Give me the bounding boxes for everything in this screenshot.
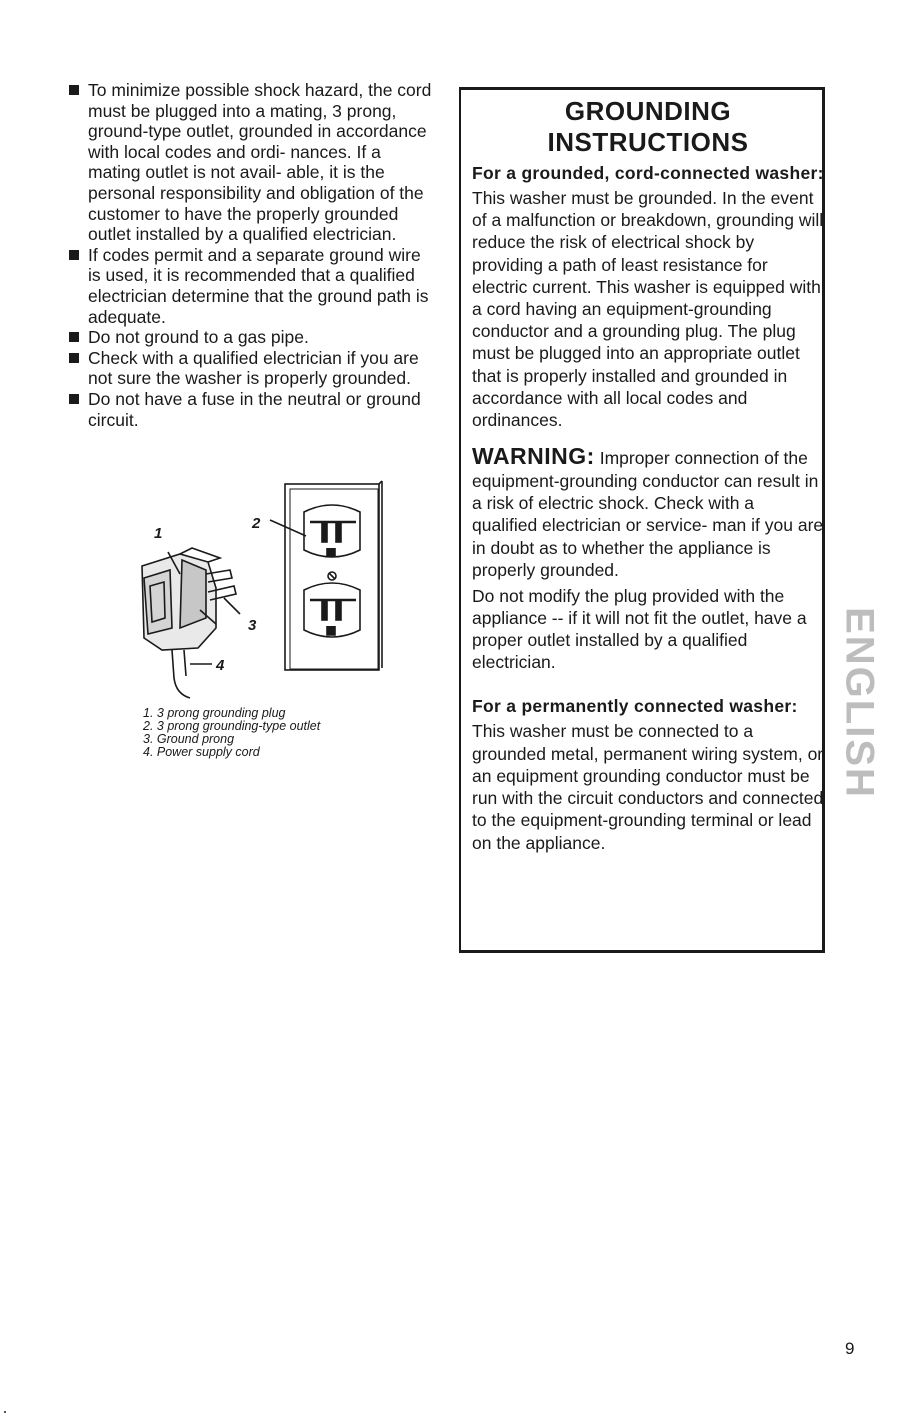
outlet-icon	[285, 481, 382, 670]
bullet-item	[66, 245, 436, 327]
plug-icon	[142, 548, 236, 698]
caption-line: 4. Power supply cord	[143, 745, 260, 759]
figure-caption	[143, 707, 403, 759]
bullet-text: Check with a qualified electrician if you are not sure the washer is properly grounded.	[88, 347, 419, 389]
bullet-item	[66, 327, 436, 348]
callout-1: 1	[154, 525, 163, 542]
safety-bullets	[66, 80, 436, 430]
plug-outlet-illustration	[120, 478, 410, 700]
bullet-list	[66, 80, 436, 430]
bullet-square-icon	[69, 394, 79, 404]
caption-line: 3. Ground prong	[143, 732, 235, 746]
title-line: INSTRUCTIONS	[547, 127, 749, 157]
corner-mark	[4, 1411, 6, 1413]
page-number: 9	[845, 1339, 855, 1358]
bullet-square-icon	[69, 332, 79, 342]
permanent-paragraph: This washer must be connected to a grounded metal, permanent wiring system, or an equipment grounding conductor must be run with the circuit conductors and connected to the equipment-grounding terminal or lead on the appliance.	[472, 721, 824, 853]
callout-3: 3	[248, 617, 257, 634]
bullet-square-icon	[69, 85, 79, 95]
side-tab-label: ENGLISH	[837, 607, 882, 799]
bullet-square-icon	[69, 250, 79, 260]
bullet-text: To minimize possible shock hazard, the cord must be plugged into a mating, 3 prong, ground-type outlet, grounded in accordance with local codes and ordi- nances. If a mating outlet is not avail- able, it is the personal responsibility and obligation of the customer to have the properly grounded outlet installed by a qualified electrician.	[88, 80, 432, 245]
title-line: GROUNDING	[564, 96, 732, 126]
plug-outlet-drawing	[120, 478, 410, 700]
bullet-square-icon	[69, 353, 79, 363]
bullet-text: If codes permit and a separate ground wire is used, it is recommended that a qualified electrician determine that the ground path is adequate.	[88, 244, 429, 327]
bullet-item	[66, 389, 436, 430]
warning-text: Improper connection of the equipment-grounding conductor can result in a risk of electric shock. Check with a qualified electrician or service- man if you are in doubt as to whether the appliance is properly grounded.	[472, 448, 824, 581]
callout-4: 4	[216, 657, 225, 674]
bullet-text: Do not have a fuse in the neutral or ground circuit.	[88, 388, 421, 430]
subheading-cord-connected: For a grounded, cord-connected washer:	[472, 163, 824, 183]
grounding-instructions-box	[459, 87, 825, 953]
caption-line: 1. 3 prong grounding plug	[143, 706, 286, 720]
box-title	[472, 96, 824, 158]
caption-line: 2. 3 prong grounding-type outlet	[143, 719, 321, 733]
language-side-tab	[836, 598, 882, 808]
callout-2: 2	[252, 515, 261, 532]
modify-plug-paragraph: Do not modify the plug provided with the appliance -- if it will not fit the outlet, have a proper outlet installed by a qualified electrician.	[472, 585, 807, 673]
bullet-item	[66, 348, 436, 389]
subheading-permanent: For a permanently connected washer:	[472, 696, 798, 717]
warning-block	[472, 445, 824, 581]
grounding-paragraph: This washer must be grounded. In the event of a malfunction or breakdown, grounding will reduce the risk of electrical shock by providing a path of least resistance for electric current. This washer is equipped with a cord having an equipment-grounding conductor and a grounding plug. The plug must be plugged into an appropriate outlet that is properly installed and grounded in accordance with all local codes and ordinances.	[472, 188, 824, 431]
warning-label: WARNING:	[472, 443, 595, 470]
bullet-item	[66, 80, 436, 245]
bullet-text: Do not ground to a gas pipe.	[88, 327, 309, 348]
